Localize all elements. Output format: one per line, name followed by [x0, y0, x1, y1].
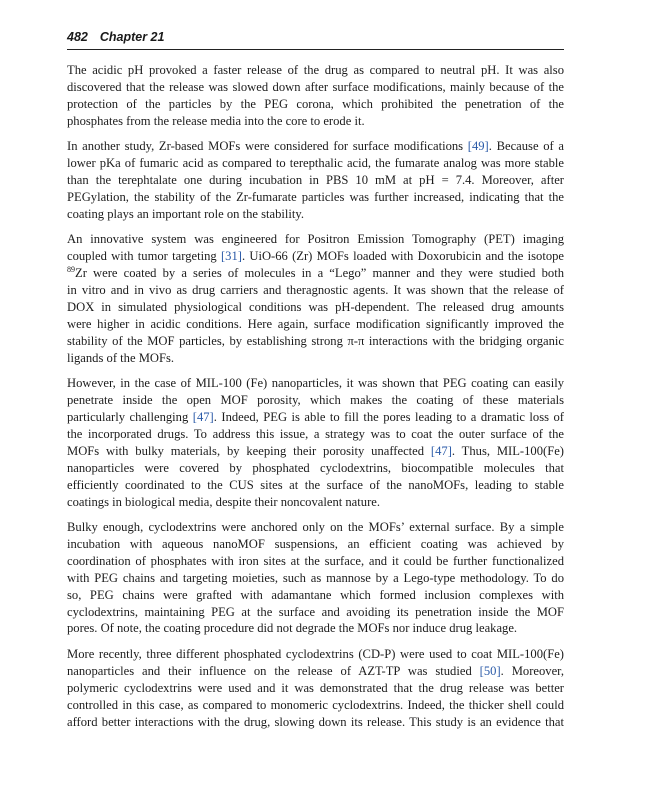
text-line: afford better interactions with the drug, slowing down its release. This study is an evidence that — [67, 714, 564, 729]
text-line: The acidic pH provoked a faster release of the drug as compared to neutral pH. It was also — [67, 63, 564, 77]
text-line: Bulky enough, cyclodextrins were anchored only on the MOFs’ external surface. By a simple — [67, 520, 564, 535]
text-line: coatings in biological media, despite their noncovalent nature. — [67, 494, 380, 509]
paragraph-6 — [67, 646, 564, 731]
text-line: DOX in simulated physiological conditions was pH-dependent. The released drug amounts — [67, 299, 564, 314]
text-segment: . Because of a — [488, 139, 564, 154]
citation-link[interactable]: [47] — [192, 410, 214, 424]
text-line: than the terephtalate one during incubation in PBS 10 mM at pH = 7.4. Moreover, after — [67, 173, 564, 188]
body-text — [67, 62, 564, 739]
text-segment: . Moreover, — [500, 663, 564, 678]
text-segment: MOFs with bulky materials, by keeping their porosity unaffected — [67, 443, 431, 458]
text-line: coordination of phosphates with iron sites at the surface, and it could be further functionalized — [67, 553, 564, 568]
text-line — [67, 443, 564, 460]
text-line: An innovative system was engineered for Positron Emission Tomography (PET) imaging — [67, 232, 564, 247]
text-segment: particularly challenging — [67, 410, 193, 424]
paragraph-4 — [67, 375, 564, 510]
text-line — [67, 265, 564, 282]
text-segment: . Thus, MIL-100(Fe) — [451, 443, 564, 458]
text-line: controlled in this case, as compared to monomeric cyclodextrins. Indeed, the thicker shell could — [67, 697, 564, 712]
text-segment: coupled with tumor targeting — [67, 249, 221, 264]
text-line: cyclodextrins, maintaining PEG at the surface and avoiding its penetration inside the MOF — [67, 604, 564, 619]
text-segment: . Indeed, PEG is able to fill the pores leading to a dramatic loss of — [213, 410, 564, 424]
text-line: More recently, three different phosphated cyclodextrins (CD-P) were used to coat MIL-100(Fe) — [67, 646, 564, 661]
text-segment: nanoparticles and their influence on the release of AZT-TP was studied — [67, 663, 480, 678]
text-line — [67, 663, 564, 680]
text-line: efficiently coordinated to the CUS sites at the surface of the nanoMOFs, leading to stable — [67, 477, 564, 492]
paragraph-3 — [67, 231, 564, 366]
text-line: However, in the case of MIL-100 (Fe) nanoparticles, it was shown that PEG coating can easily — [67, 376, 564, 391]
text-line: discovered that the release was slowed down after surface modifications, mainly because of the — [67, 79, 564, 94]
text-line: pores. Of note, the coating procedure did not degrade the MOFs nor induce drug leakage. — [67, 621, 518, 636]
paragraph-5 — [67, 519, 564, 637]
text-line: the incorporated drugs. To address this issue, a strategy was to coat the outer surface of the — [67, 426, 564, 441]
text-line: stability of the MOF particles, by establishing strong π-π interactions with the bridging organic — [67, 333, 564, 348]
paragraph-2 — [67, 138, 564, 223]
chapter-title: Chapter 21 — [99, 30, 165, 44]
text-segment: Zr were coated by a series of molecules in a “Lego” manner and they were studied both — [75, 266, 564, 281]
citation-link[interactable]: [31] — [220, 249, 242, 264]
text-line: lower pKa of fumaric acid as compared to terepthalic acid, the fumarate analog was more stable — [67, 156, 564, 171]
text-line: penetrate inside the open MOF porosity, which makes the coating of these materials — [67, 393, 564, 408]
text-segment: In another study, Zr-based MOFs were considered for surface modifications — [67, 139, 468, 154]
text-line: PEGylation, the stability of the Zr-fumarate particles was further increased, indicating that the — [67, 189, 564, 204]
citation-link[interactable]: [50] — [479, 663, 501, 678]
text-line — [67, 248, 564, 265]
citation-link[interactable]: [49] — [467, 139, 489, 154]
text-line — [67, 138, 564, 155]
text-line: coating plays an important role on the stability. — [67, 206, 305, 221]
running-header — [67, 30, 564, 50]
text-line — [67, 409, 564, 426]
text-line: polymeric cyclodextrins were used and it was demonstrated that the drug release was better — [67, 680, 564, 695]
paragraph-1 — [67, 62, 564, 130]
text-line: phosphates from the release media into the core to erode it. — [67, 113, 365, 128]
citation-link[interactable]: [47] — [430, 443, 452, 458]
text-segment: . UiO-66 (Zr) MOFs loaded with Doxorubicin and the isotope — [241, 249, 565, 264]
isotope-superscript: 89 — [67, 265, 75, 275]
page-number: 482 — [67, 30, 88, 44]
text-line: were higher in acidic conditions. Here again, surface modification significantly improved the — [67, 316, 564, 331]
text-line: ligands of the MOFs. — [67, 350, 175, 365]
text-line: in vitro and in vivo as drug carriers and theragnostic agents. It was shown that the release of — [67, 283, 564, 298]
text-line: with PEG chains and targeting moieties, such as mannose by a Lego-type methodology. To do — [67, 570, 564, 585]
text-line: so, PEG chains were grafted with adamantane which formed inclusion complexes with — [67, 587, 564, 602]
text-line: protection of the particles by the PEG corona, which prohibited the penetration of the — [67, 96, 564, 111]
text-line: incubation with aqueous nanoMOF suspensions, an efficient coating was achieved by — [67, 536, 564, 551]
text-line: nanoparticles were covered by phosphated cyclodextrins, biocompatible molecules that — [67, 460, 564, 475]
